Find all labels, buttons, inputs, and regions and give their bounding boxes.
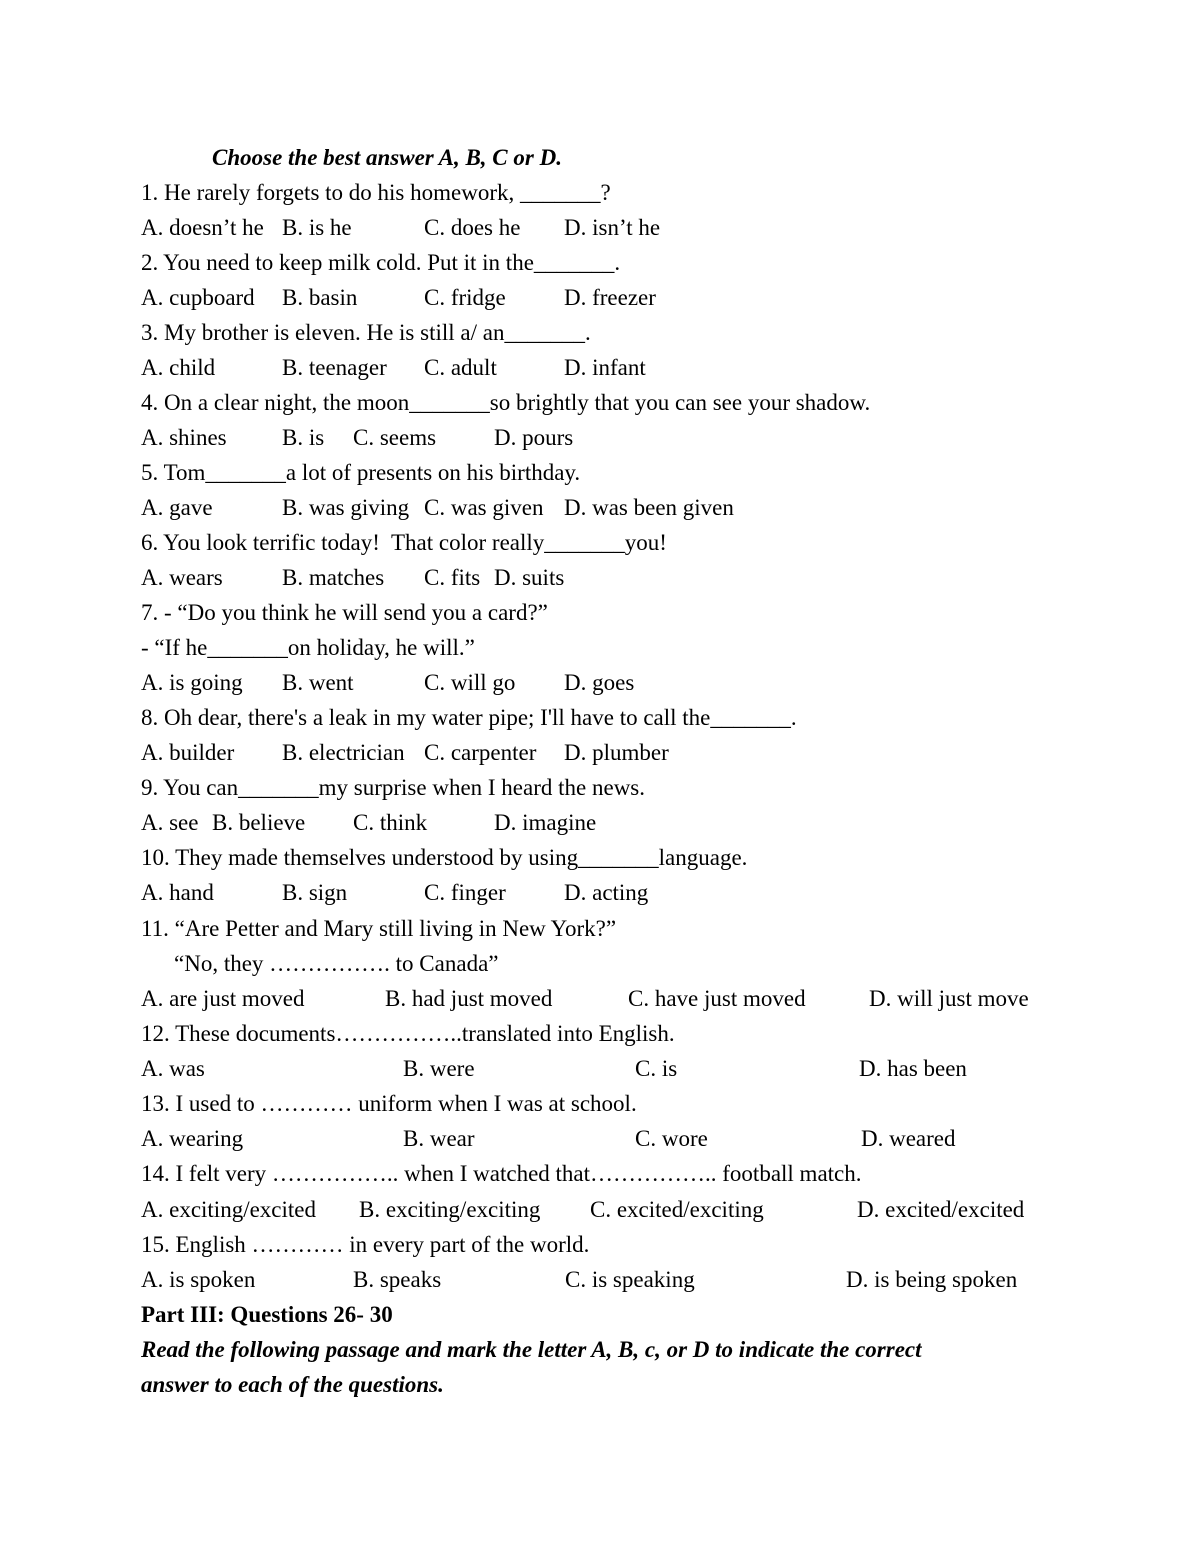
- option-c[interactable]: C. seems: [353, 425, 437, 450]
- question-10-options: [141, 875, 649, 910]
- question-1-options: [141, 210, 661, 245]
- question-7-stem: 7. - “Do you think he will send you a card?”: [141, 600, 548, 625]
- option-d[interactable]: D. is being spoken: [846, 1267, 1018, 1292]
- question-10-stem: 10. They made themselves understood by using_______language.: [141, 845, 748, 870]
- option-a[interactable]: A. shines: [141, 425, 227, 450]
- option-d[interactable]: D. imagine: [494, 810, 597, 835]
- option-a[interactable]: A. hand: [141, 880, 214, 905]
- question-13-options: [141, 1121, 956, 1156]
- question-3-stem: 3. My brother is eleven. He is still a/ an_______.: [141, 320, 591, 345]
- question-5-stem: 5. Tom_______a lot of presents on his birthday.: [141, 460, 581, 485]
- option-c[interactable]: C. fridge: [424, 285, 506, 310]
- option-a[interactable]: A. doesn’t he: [141, 215, 264, 240]
- question-11-stem: 11. “Are Petter and Mary still living in New York?”: [141, 916, 617, 941]
- question-12-stem: 12. These documents……………..translated into English.: [141, 1021, 675, 1046]
- option-a[interactable]: A. child: [141, 355, 216, 380]
- option-b[interactable]: B. electrician: [282, 740, 405, 765]
- option-c[interactable]: C. finger: [424, 880, 506, 905]
- question-14-options: [141, 1192, 1025, 1227]
- option-a[interactable]: A. was: [141, 1056, 205, 1081]
- option-d[interactable]: D. acting: [564, 880, 649, 905]
- option-b[interactable]: B. sign: [282, 880, 348, 905]
- option-a[interactable]: A. gave: [141, 495, 213, 520]
- question-15-options: [141, 1262, 1018, 1297]
- option-c[interactable]: C. have just moved: [628, 986, 806, 1011]
- option-c[interactable]: C. fits: [424, 565, 481, 590]
- question-9-stem: 9. You can_______my surprise when I heard the news.: [141, 775, 646, 800]
- question-7-options: [141, 665, 635, 700]
- option-a[interactable]: A. is going: [141, 670, 243, 695]
- option-b[interactable]: B. wear: [403, 1126, 475, 1151]
- part-title: Part III: Questions 26- 30: [141, 1302, 393, 1327]
- question-11-options: [141, 981, 1029, 1016]
- option-d[interactable]: D. was been given: [564, 495, 734, 520]
- option-d[interactable]: D. isn’t he: [564, 215, 661, 240]
- question-7-stem-reply: - “If he_______on holiday, he will.”: [141, 635, 475, 660]
- option-b[interactable]: B. teenager: [282, 355, 387, 380]
- option-b[interactable]: B. exciting/exciting: [359, 1197, 541, 1222]
- option-c[interactable]: C. is: [635, 1056, 678, 1081]
- option-d[interactable]: D. freezer: [564, 285, 656, 310]
- question-9-options: [141, 805, 597, 840]
- instruction-line-1: Read the following passage and mark the letter A, B, c, or D to indicate the correct: [141, 1337, 922, 1362]
- question-8-options: [141, 735, 669, 770]
- option-a[interactable]: A. wears: [141, 565, 223, 590]
- question-4-options: [141, 420, 574, 455]
- option-d[interactable]: D. pours: [494, 425, 574, 450]
- question-8-stem: 8. Oh dear, there's a leak in my water pipe; I'll have to call the_______.: [141, 705, 797, 730]
- option-b[interactable]: B. speaks: [353, 1267, 442, 1292]
- question-11-stem-reply: “No, they ……………. to Canada”: [174, 951, 499, 976]
- question-3-options: [141, 350, 646, 385]
- option-b[interactable]: B. is: [282, 425, 325, 450]
- option-c[interactable]: C. is speaking: [565, 1267, 695, 1292]
- section-heading: Choose the best answer A, B, C or D.: [212, 145, 562, 170]
- question-14-stem: 14. I felt very …………….. when I watched that…………….. football match.: [141, 1161, 862, 1186]
- question-1-stem: 1. He rarely forgets to do his homework, _______?: [141, 180, 611, 205]
- question-6-options: [141, 560, 565, 595]
- option-d[interactable]: D. suits: [494, 565, 565, 590]
- instruction-line-2: answer to each of the questions.: [141, 1372, 444, 1397]
- question-6-stem: 6. You look terrific today! That color really_______you!: [141, 530, 667, 555]
- option-c[interactable]: C. excited/exciting: [590, 1197, 764, 1222]
- question-2-options: [141, 280, 656, 315]
- option-a[interactable]: A. see: [141, 810, 199, 835]
- option-a[interactable]: A. are just moved: [141, 986, 305, 1011]
- option-a[interactable]: A. builder: [141, 740, 235, 765]
- option-d[interactable]: D. goes: [564, 670, 635, 695]
- option-a[interactable]: A. is spoken: [141, 1267, 256, 1292]
- question-4-stem: 4. On a clear night, the moon_______so brightly that you can see your shadow.: [141, 390, 871, 415]
- option-a[interactable]: A. cupboard: [141, 285, 255, 310]
- option-c[interactable]: C. adult: [424, 355, 497, 380]
- option-a[interactable]: A. wearing: [141, 1126, 244, 1151]
- option-d[interactable]: D. has been: [859, 1056, 967, 1081]
- question-2-stem: 2. You need to keep milk cold. Put it in the_______.: [141, 250, 621, 275]
- option-b[interactable]: B. basin: [282, 285, 358, 310]
- option-b[interactable]: B. went: [282, 670, 354, 695]
- option-d[interactable]: D. plumber: [564, 740, 669, 765]
- option-d[interactable]: D. excited/excited: [857, 1197, 1025, 1222]
- option-c[interactable]: C. wore: [635, 1126, 708, 1151]
- option-b[interactable]: B. is he: [282, 215, 352, 240]
- option-b[interactable]: B. were: [403, 1056, 475, 1081]
- option-d[interactable]: D. weared: [861, 1126, 956, 1151]
- option-b[interactable]: B. was giving: [282, 495, 410, 520]
- option-b[interactable]: B. matches: [282, 565, 385, 590]
- option-b[interactable]: B. believe: [212, 810, 306, 835]
- question-13-stem: 13. I used to ………… uniform when I was at school.: [141, 1091, 637, 1116]
- option-c[interactable]: C. does he: [424, 215, 521, 240]
- option-d[interactable]: D. infant: [564, 355, 646, 380]
- question-15-stem: 15. English ………… in every part of the world.: [141, 1232, 590, 1257]
- option-c[interactable]: C. was given: [424, 495, 544, 520]
- option-a[interactable]: A. exciting/excited: [141, 1197, 316, 1222]
- question-5-options: [141, 490, 734, 525]
- option-c[interactable]: C. think: [353, 810, 428, 835]
- question-12-options: [141, 1051, 967, 1086]
- option-d[interactable]: D. will just move: [869, 986, 1029, 1011]
- option-b[interactable]: B. had just moved: [385, 986, 553, 1011]
- option-c[interactable]: C. will go: [424, 670, 516, 695]
- option-c[interactable]: C. carpenter: [424, 740, 537, 765]
